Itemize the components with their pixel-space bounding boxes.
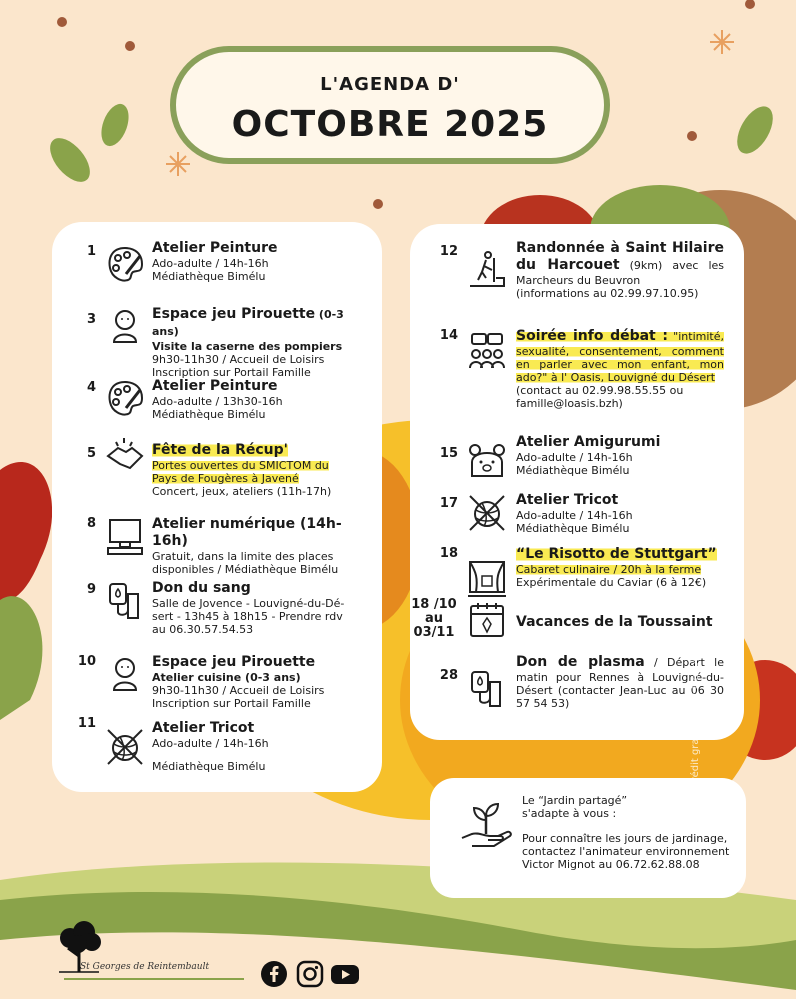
bear-icon (466, 440, 508, 482)
credit-text: © crédit graphiques : Freepik (690, 653, 701, 800)
computer-icon (104, 516, 146, 558)
event-subtitle: Cabaret culinaire / 20h à la ferme (516, 563, 702, 576)
event-date: 3 (86, 312, 96, 327)
event-detail: 9h30-11h30 / Accueil de Loisirs (152, 684, 325, 697)
instagram-icon[interactable] (296, 960, 324, 988)
garden-title-line1: Le “Jardin partagé” (522, 794, 628, 807)
event-subtitle: Visite la caserne des pompiers (152, 340, 343, 353)
yarn-icon (104, 726, 146, 768)
event-date: 12 (439, 244, 458, 259)
event-title: Atelier Peinture (152, 240, 278, 256)
logo-underline (64, 978, 244, 980)
palette-icon (104, 244, 146, 286)
event-detail: Médiathèque Bimélu (516, 464, 630, 477)
garden-body: Pour connaître les jours de jardinage, contactez l'animateur environnement Victor Mignot au 06.72.62.88.08 (522, 832, 730, 871)
event-date: 18 (439, 546, 458, 561)
event-date: 5 (86, 446, 96, 461)
calendar-icon (466, 600, 508, 642)
event-title: Atelier Tricot (152, 720, 255, 736)
left-agenda-card (52, 222, 382, 792)
event-age: (0-3 ans) (152, 308, 344, 338)
blood-donation-icon (104, 580, 146, 622)
blood-donation-icon (466, 668, 508, 710)
event-detail: Ado-adulte / 14h-16h (516, 509, 633, 522)
event-date: 8 (86, 516, 96, 531)
event-title: Espace jeu Pirouette (152, 654, 316, 670)
event-detail: 9h30-11h30 / Accueil de Loisirs (152, 353, 325, 366)
event-subtitle: Atelier cuisine (0-3 ans) (152, 671, 301, 684)
debate-icon (466, 332, 508, 374)
title-line1: L'AGENDA D' (320, 74, 460, 95)
event-title: Randonnée à Saint Hilaire du Harcouet (516, 240, 724, 273)
event-detail: Salle de Jovence - Louvigné-du-Dé- (152, 597, 345, 610)
event-title: Atelier Tricot (516, 492, 619, 508)
event-title: Fête de la Récup' (152, 442, 288, 458)
hiking-icon (466, 248, 508, 290)
event-detail: sert - 13h45 à 18h15 - Prendre rdv (152, 610, 343, 623)
event-title: Don du sang (152, 580, 251, 596)
handshake-icon (104, 436, 146, 478)
garden-title-line2: s'adapte à vous : (522, 807, 617, 820)
event-detail: Concert, jeux, ateliers (11h-17h) (152, 485, 332, 498)
palette-icon (104, 378, 146, 420)
yarn-icon (466, 492, 508, 534)
event-date: 1 (86, 244, 96, 259)
event-detail: Inscription sur Portail Famille (152, 697, 311, 710)
event-detail: Médiathèque Bimélu (152, 408, 266, 421)
event-date: 17 (439, 496, 458, 511)
event-detail: Pays de Fougères à Javené (152, 472, 299, 485)
logo-text: St Georges de Reintembault (80, 962, 210, 972)
event-detail: (informations au 02.99.97.10.95) (516, 287, 699, 300)
youtube-icon[interactable] (330, 960, 360, 988)
event-detail: Médiathèque Bimélu (516, 522, 630, 535)
event-detail: (9km) avec les Marcheurs du Beuvron (516, 259, 724, 287)
baby-icon (104, 306, 146, 348)
event-date: 10 (77, 654, 96, 669)
event-detail: au 06.30.57.54.53 (152, 623, 254, 636)
event-date: 4 (86, 380, 96, 395)
event-detail: Ado-adulte / 14h-16h (516, 451, 633, 464)
event-detail: famille@loasis.bzh) (516, 397, 623, 410)
event-detail: Portes ouvertes du SMICTOM du (152, 459, 329, 472)
event-detail: Inscription sur Portail Famille (152, 366, 311, 379)
event-date: 9 (86, 582, 96, 597)
event-date: 18 /10 au 03/11 (411, 597, 457, 640)
event-detail: disponibles / Médiathèque Bimélu (152, 563, 339, 576)
event-title: “Le Risotto de Stuttgart” (516, 546, 717, 562)
event-detail: / Départ le matin pour Rennes à Louvigné-du-Désert (contacter Jean-Luc au 06 30 57 54 53) (516, 656, 724, 710)
event-title: Atelier Amigurumi (516, 434, 661, 450)
event-detail: Ado-adulte / 14h-16h (152, 257, 269, 270)
event-detail: Ado-adulte / 14h-16h (152, 737, 269, 750)
event-date: 28 (439, 668, 458, 683)
event-detail: Médiathèque Bimélu (152, 270, 266, 283)
event-title: Atelier Peinture (152, 378, 278, 394)
page-title: OCTOBRE 2025 (231, 104, 549, 145)
event-detail: "intimité, sexualité, consentement, comment en parler avec mon enfant, mon ado?" à l' Oasis, Louvigné du Désert (516, 330, 724, 384)
facebook-icon[interactable] (260, 960, 288, 988)
event-title: Atelier numérique (14h-16h) (152, 516, 342, 549)
event-detail: (contact au 02.99.98.55.55 ou (516, 384, 684, 397)
plant-hand-icon (458, 798, 514, 854)
event-detail: Ado-adulte / 13h30-16h (152, 395, 283, 408)
event-detail: Expérimentale du Caviar (6 à 12€) (516, 576, 707, 589)
event-title: Vacances de la Toussaint (516, 614, 713, 630)
event-detail: Gratuit, dans la limite des places (152, 550, 334, 563)
event-title: Soirée info débat : (516, 328, 668, 344)
stage-icon (466, 558, 508, 600)
event-detail: Médiathèque Bimélu (152, 760, 266, 773)
baby-icon (104, 654, 146, 696)
event-date: 11 (77, 716, 96, 731)
event-date: 15 (439, 446, 458, 461)
event-title: Espace jeu Pirouette (152, 306, 316, 322)
title-banner (170, 46, 610, 164)
event-date: 14 (439, 328, 458, 343)
event-title: Don de plasma (516, 654, 645, 670)
